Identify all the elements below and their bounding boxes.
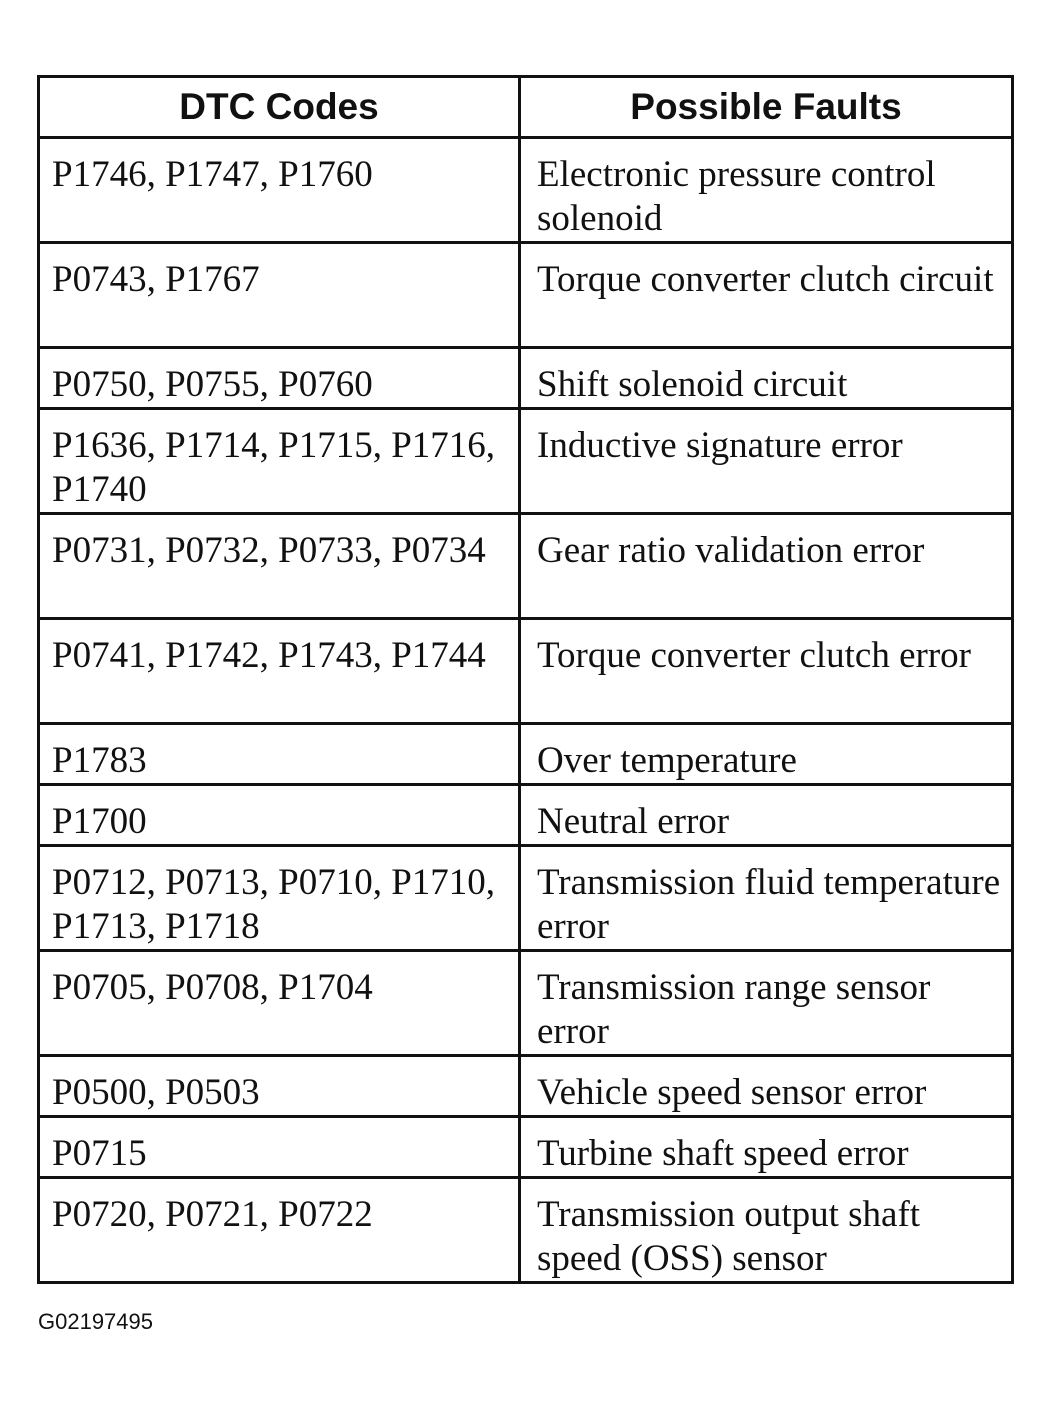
dtc-codes-cell: P1746, P1747, P1760 [39, 138, 520, 243]
dtc-codes-cell: P0731, P0732, P0733, P0734 [39, 514, 520, 619]
table-row [39, 846, 1013, 951]
table-row [39, 785, 1013, 846]
possible-fault-cell: Vehicle speed sensor error [520, 1056, 1013, 1117]
possible-fault-cell: Transmission range sensor error [520, 951, 1013, 1056]
table-row [39, 724, 1013, 785]
dtc-codes-cell: P0720, P0721, P0722 [39, 1178, 520, 1283]
possible-fault-cell: Gear ratio validation error [520, 514, 1013, 619]
dtc-codes-cell: P0743, P1767 [39, 243, 520, 348]
table-row [39, 243, 1013, 348]
dtc-codes-cell: P0741, P1742, P1743, P1744 [39, 619, 520, 724]
possible-fault-cell: Torque converter clutch circuit [520, 243, 1013, 348]
dtc-codes-cell: P0712, P0713, P0710, P1710, P1713, P1718 [39, 846, 520, 951]
table-row [39, 1178, 1013, 1283]
possible-fault-cell: Turbine shaft speed error [520, 1117, 1013, 1178]
possible-fault-cell: Over temperature [520, 724, 1013, 785]
header-dtc-codes: DTC Codes [39, 77, 520, 138]
possible-fault-cell: Transmission output shaft speed (OSS) sensor [520, 1178, 1013, 1283]
dtc-codes-cell: P0715 [39, 1117, 520, 1178]
table-row [39, 951, 1013, 1056]
dtc-codes-cell: P0750, P0755, P0760 [39, 348, 520, 409]
header-possible-faults: Possible Faults [520, 77, 1013, 138]
possible-fault-cell: Transmission fluid temperature error [520, 846, 1013, 951]
figure-id-label: G02197495 [38, 1309, 153, 1334]
possible-fault-cell: Electronic pressure control solenoid [520, 138, 1013, 243]
dtc-codes-cell: P0705, P0708, P1704 [39, 951, 520, 1056]
table-row [39, 619, 1013, 724]
table-header-row [39, 77, 1013, 138]
possible-fault-cell: Inductive signature error [520, 409, 1013, 514]
possible-fault-cell: Neutral error [520, 785, 1013, 846]
table-row [39, 1117, 1013, 1178]
possible-fault-cell: Shift solenoid circuit [520, 348, 1013, 409]
dtc-codes-cell: P1636, P1714, P1715, P1716, P1740 [39, 409, 520, 514]
possible-fault-cell: Torque converter clutch error [520, 619, 1013, 724]
table-row [39, 1056, 1013, 1117]
table-row [39, 348, 1013, 409]
table-row [39, 514, 1013, 619]
dtc-codes-cell: P1783 [39, 724, 520, 785]
dtc-fault-table [37, 75, 1014, 1284]
dtc-codes-cell: P0500, P0503 [39, 1056, 520, 1117]
table-row [39, 138, 1013, 243]
table-row [39, 409, 1013, 514]
dtc-codes-cell: P1700 [39, 785, 520, 846]
